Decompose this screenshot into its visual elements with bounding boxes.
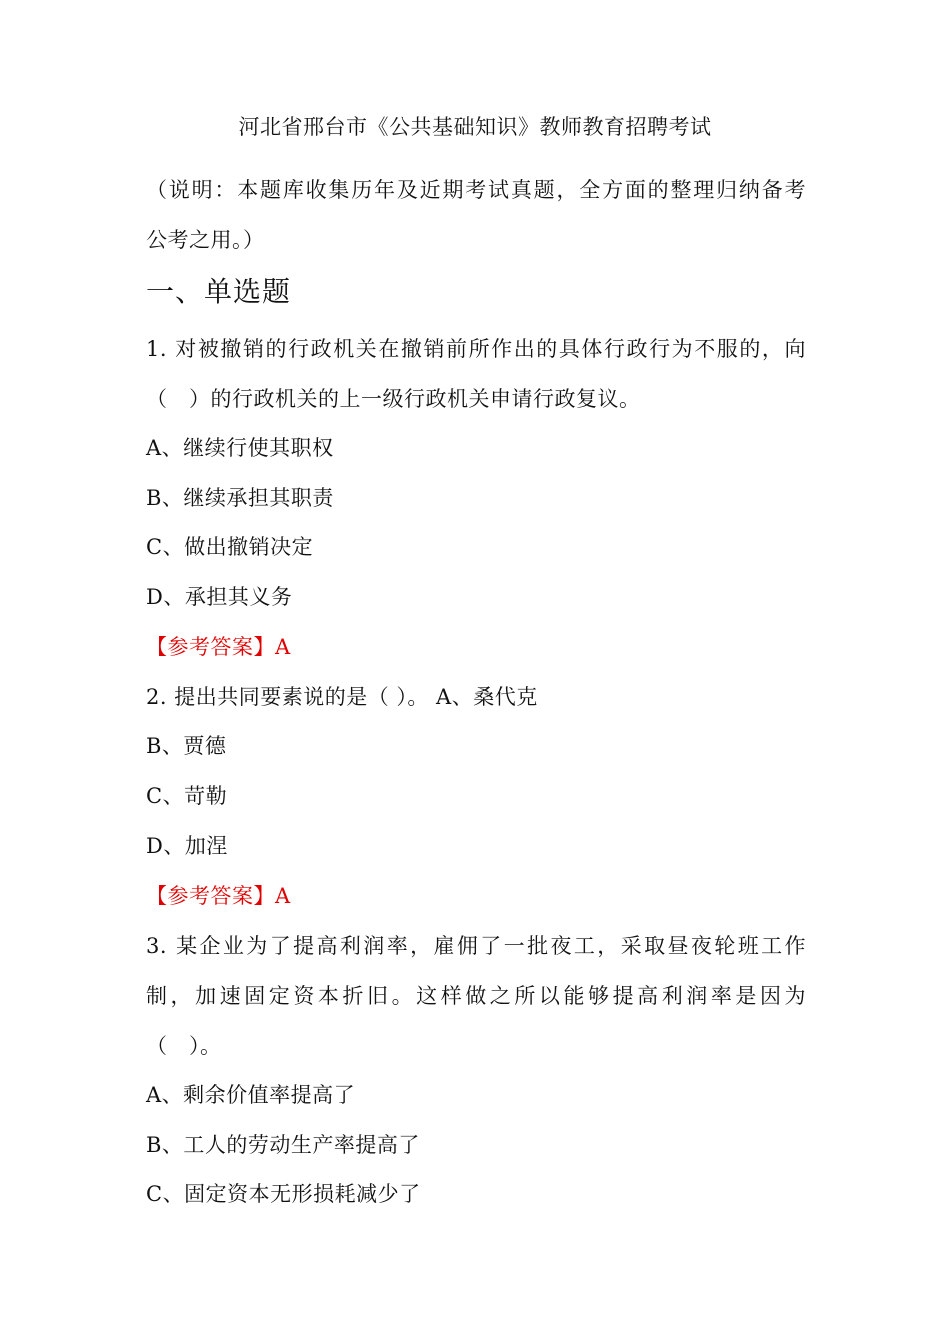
option-item: C、苛勒 — [146, 784, 228, 808]
option-item: D、承担其义务 — [146, 585, 293, 609]
option-item: B、工人的劳动生产率提高了 — [146, 1133, 420, 1157]
question-stem: 制，加速固定资本折旧。这样做之所以能够提高利润率是因为 — [146, 984, 806, 1008]
question-stem: 3. 某企业为了提高利润率，雇佣了一批夜工，采取昼夜轮班工作 — [146, 934, 806, 958]
option-item: B、贾德 — [146, 734, 227, 758]
answer-key: 【参考答案】A — [146, 884, 291, 908]
option-item: A、继续行使其职权 — [146, 436, 334, 460]
question-stem: （ ）。 — [146, 1034, 222, 1058]
question-stem: 1. 对被撤销的行政机关在撤销前所作出的具体行政行为不服的，向 — [146, 337, 806, 361]
section-heading: 一、单选题 — [146, 275, 292, 308]
option-item: C、固定资本无形损耗减少了 — [146, 1182, 421, 1206]
note-line: （说明：本题库收集历年及近期考试真题，全方面的整理归纳备考 — [146, 178, 806, 202]
document-title: 河北省邢台市《公共基础知识》教师教育招聘考试 — [238, 115, 712, 139]
note-line: 公考之用。） — [146, 228, 265, 252]
option-item: A、剩余价值率提高了 — [146, 1083, 356, 1107]
question-stem: （ ）的行政机关的上一级行政机关申请行政复议。 — [146, 387, 641, 411]
option-item: C、做出撤销决定 — [146, 535, 314, 559]
option-item: B、继续承担其职责 — [146, 486, 334, 510]
answer-key: 【参考答案】A — [146, 635, 291, 659]
option-item: D、加涅 — [146, 834, 228, 858]
question-stem: 2. 提出共同要素说的是（ ）。 A、桑代克 — [146, 685, 538, 709]
